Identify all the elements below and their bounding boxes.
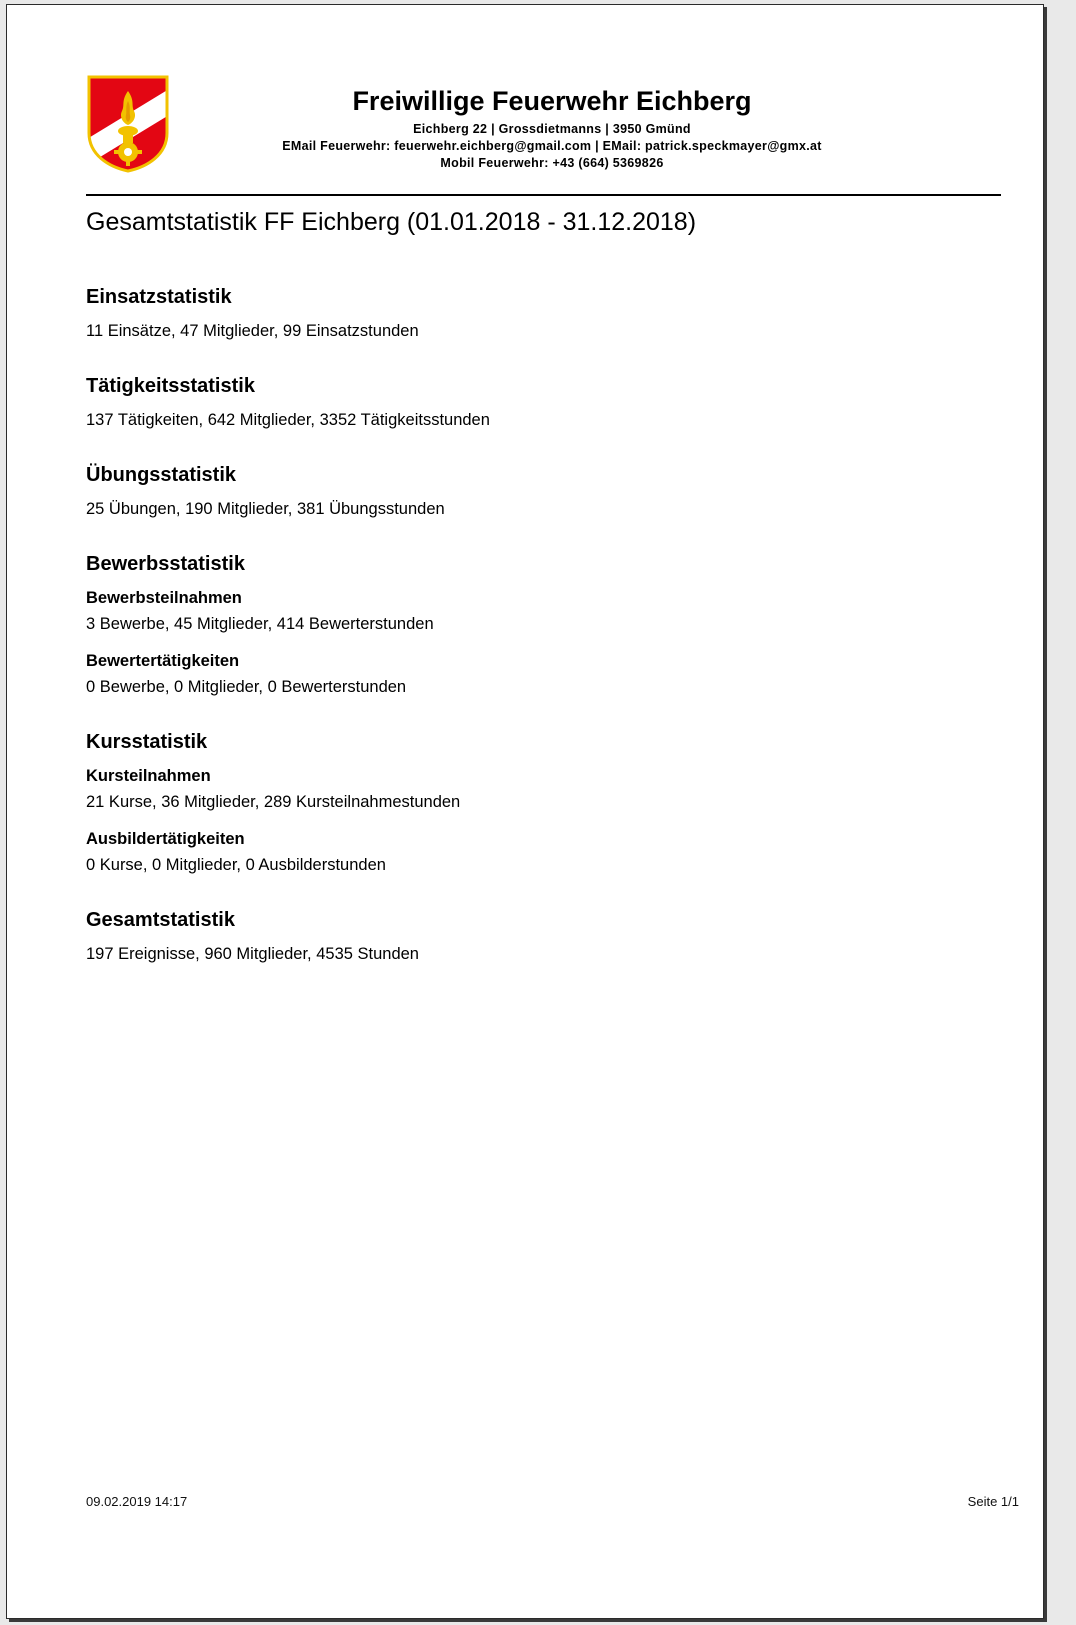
subsection-heading-bewertertaetigkeiten: Bewertertätigkeiten <box>86 652 240 670</box>
section-heading-taetigkeit: Tätigkeitsstatistik <box>86 375 255 397</box>
page-number: Seite 1/1 <box>967 1494 1019 1509</box>
subsection-text-bewertertaetigkeiten: 0 Bewerbe, 0 Mitglieder, 0 Bewerterstunden <box>86 678 407 696</box>
subsection-text-bewerbsteilnahmen: 3 Bewerbe, 45 Mitglieder, 414 Bewerterstunden <box>86 615 434 633</box>
organization-phone: Mobil Feuerwehr: +43 (664) 5369826 <box>440 156 664 170</box>
print-timestamp: 09.02.2019 14:17 <box>86 1494 188 1509</box>
section-text-einsatz: 11 Einsätze, 47 Mitglieder, 99 Einsatzstunden <box>86 322 419 340</box>
organization-address: Eichberg 22 | Grossdietmanns | 3950 Gmünd <box>413 122 691 136</box>
section-heading-uebung: Übungsstatistik <box>86 464 237 486</box>
section-heading-gesamt: Gesamtstatistik <box>86 909 235 931</box>
section-text-taetigkeit: 137 Tätigkeiten, 642 Mitglieder, 3352 Tätigkeitsstunden <box>86 411 490 429</box>
section-heading-einsatz: Einsatzstatistik <box>86 286 232 308</box>
section-text-gesamt: 197 Ereignisse, 960 Mitglieder, 4535 Stunden <box>86 945 419 963</box>
subsection-heading-ausbildertaetigkeiten: Ausbildertätigkeiten <box>86 830 245 848</box>
organization-emails: EMail Feuerwehr: feuerwehr.eichberg@gmail.com | EMail: patrick.speckmayer@gmx.at <box>282 139 822 153</box>
report-page <box>6 4 1044 1619</box>
subsection-text-ausbildertaetigkeiten: 0 Kurse, 0 Mitglieder, 0 Ausbilderstunden <box>86 856 386 874</box>
subsection-text-kursteilnahmen: 21 Kurse, 36 Mitglieder, 289 Kursteilnahmestunden <box>86 793 461 811</box>
subsection-heading-bewerbsteilnahmen: Bewerbsteilnahmen <box>86 589 242 607</box>
organization-name: Freiwillige Feuerwehr Eichberg <box>352 86 752 116</box>
subsection-heading-kursteilnahmen: Kursteilnahmen <box>86 767 211 785</box>
header-divider <box>86 194 1001 196</box>
section-heading-bewerb: Bewerbsstatistik <box>86 553 245 575</box>
section-text-uebung: 25 Übungen, 190 Mitglieder, 381 Übungsstunden <box>86 500 445 518</box>
fire-brigade-coat-of-arms-icon <box>87 75 169 173</box>
report-title: Gesamtstatistik FF Eichberg (01.01.2018 - 31.12.2018) <box>86 208 697 236</box>
section-heading-kurs: Kursstatistik <box>86 731 208 753</box>
